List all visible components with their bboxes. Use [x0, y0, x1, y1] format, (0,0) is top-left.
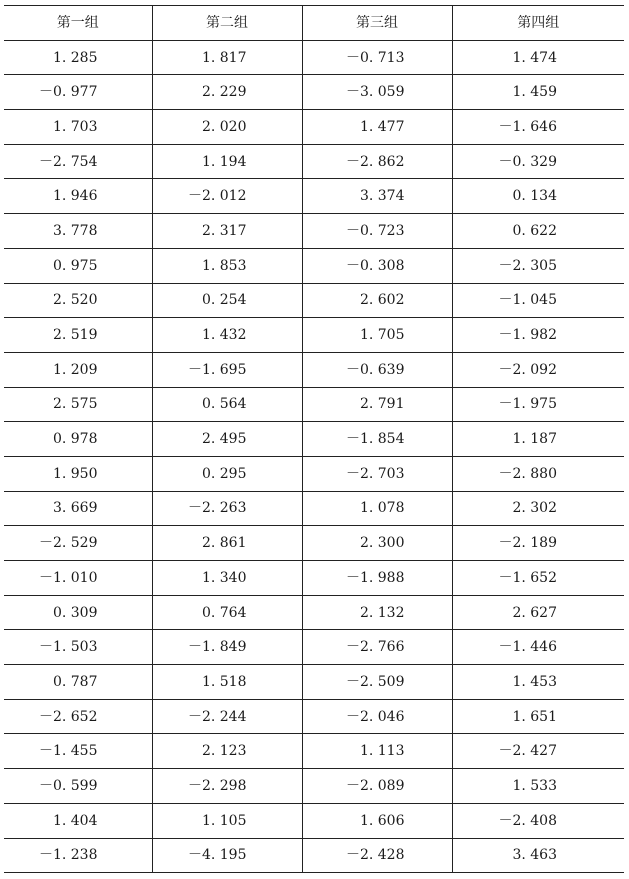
table-cell: －0. 977	[4, 75, 152, 110]
table-cell: 1. 474	[452, 40, 624, 75]
table-cell: 2. 861	[152, 526, 302, 561]
table-cell: 2. 302	[452, 491, 624, 526]
table-cell: 2. 229	[152, 75, 302, 110]
table-row	[4, 665, 624, 700]
table-cell: －1. 010	[4, 561, 152, 596]
table-cell: －2. 428	[302, 838, 452, 873]
table-row	[4, 456, 624, 491]
table-cell: 1. 703	[4, 110, 152, 145]
table-cell: 2. 520	[4, 283, 152, 318]
table-cell: －1. 446	[452, 630, 624, 665]
table-cell: －2. 862	[302, 144, 452, 179]
table-cell: 3. 778	[4, 214, 152, 249]
table-cell: 1. 453	[452, 665, 624, 700]
table-cell: －2. 754	[4, 144, 152, 179]
table-row	[4, 561, 624, 596]
table-cell: 0. 254	[152, 283, 302, 318]
table-cell: －1. 982	[452, 318, 624, 353]
table-cell: 1. 404	[4, 803, 152, 838]
table-cell: 1. 817	[152, 40, 302, 75]
table-cell: －2. 263	[152, 491, 302, 526]
table-cell: －2. 092	[452, 352, 624, 387]
table-cell: －1. 988	[302, 561, 452, 596]
table-cell: －1. 854	[302, 422, 452, 457]
table-cell: －1. 695	[152, 352, 302, 387]
table-cell: －1. 646	[452, 110, 624, 145]
table-cell: 1. 078	[302, 491, 452, 526]
table-cell: －1. 238	[4, 838, 152, 873]
table-row	[4, 699, 624, 734]
table-cell: 3. 669	[4, 491, 152, 526]
table-cell: －2. 427	[452, 734, 624, 769]
table-cell: 2. 575	[4, 387, 152, 422]
table-cell: 2. 300	[302, 526, 452, 561]
table-cell: 0. 295	[152, 456, 302, 491]
table-cell: －3. 059	[302, 75, 452, 110]
table-row	[4, 387, 624, 422]
table-cell: －2. 408	[452, 803, 624, 838]
table-cell: 2. 317	[152, 214, 302, 249]
table-row	[4, 491, 624, 526]
table-cell: 2. 602	[302, 283, 452, 318]
header-cell-group-2: 第二组	[152, 6, 302, 41]
table-cell: －0. 713	[302, 40, 452, 75]
table-row	[4, 803, 624, 838]
table-cell: －2. 880	[452, 456, 624, 491]
table-row	[4, 838, 624, 873]
table-cell: －1. 045	[452, 283, 624, 318]
table-cell: 1. 113	[302, 734, 452, 769]
table-cell: 0. 975	[4, 248, 152, 283]
table-row	[4, 769, 624, 804]
table-cell: 2. 627	[452, 595, 624, 630]
table-cell: －0. 329	[452, 144, 624, 179]
table-cell: 1. 209	[4, 352, 152, 387]
table-cell: 0. 134	[452, 179, 624, 214]
table-cell: 0. 978	[4, 422, 152, 457]
table-cell: 1. 651	[452, 699, 624, 734]
table-row	[4, 595, 624, 630]
table-cell: －2. 298	[152, 769, 302, 804]
table-cell: 1. 194	[152, 144, 302, 179]
table-cell: 1. 518	[152, 665, 302, 700]
table-cell: 2. 132	[302, 595, 452, 630]
data-table	[4, 5, 624, 873]
table-row	[4, 630, 624, 665]
table-cell: －2. 244	[152, 699, 302, 734]
table-cell: 1. 105	[152, 803, 302, 838]
table-row	[4, 283, 624, 318]
table-cell: －2. 305	[452, 248, 624, 283]
table-cell: 1. 946	[4, 179, 152, 214]
table-cell: 3. 463	[452, 838, 624, 873]
header-row	[4, 6, 624, 41]
table-row	[4, 318, 624, 353]
table-row	[4, 75, 624, 110]
table-cell: －0. 308	[302, 248, 452, 283]
header-cell-group-4: 第四组	[452, 6, 624, 41]
table-row	[4, 40, 624, 75]
table-cell: 1. 606	[302, 803, 452, 838]
table-cell: －2. 703	[302, 456, 452, 491]
table-cell: －4. 195	[152, 838, 302, 873]
table-cell: 1. 950	[4, 456, 152, 491]
table-cell: 0. 787	[4, 665, 152, 700]
table-row	[4, 422, 624, 457]
table-row	[4, 352, 624, 387]
table-cell: 0. 309	[4, 595, 152, 630]
table-cell: 1. 533	[452, 769, 624, 804]
table-cell: －1. 652	[452, 561, 624, 596]
table-cell: 2. 020	[152, 110, 302, 145]
table-cell: －2. 529	[4, 526, 152, 561]
table-cell: 1. 340	[152, 561, 302, 596]
table-cell: －2. 012	[152, 179, 302, 214]
table-cell: －2. 509	[302, 665, 452, 700]
table-cell: 0. 622	[452, 214, 624, 249]
table-cell: －0. 639	[302, 352, 452, 387]
table-cell: 1. 432	[152, 318, 302, 353]
table-cell: 2. 123	[152, 734, 302, 769]
table-cell: 2. 519	[4, 318, 152, 353]
table-row	[4, 248, 624, 283]
table-cell: －1. 455	[4, 734, 152, 769]
table-cell: 0. 764	[152, 595, 302, 630]
table-cell: －1. 849	[152, 630, 302, 665]
table-cell: 0. 564	[152, 387, 302, 422]
table-cell: 2. 791	[302, 387, 452, 422]
table-cell: －1. 503	[4, 630, 152, 665]
table-cell: 1. 477	[302, 110, 452, 145]
header-cell-group-3: 第三组	[302, 6, 452, 41]
table-cell: 1. 705	[302, 318, 452, 353]
table-cell: 1. 853	[152, 248, 302, 283]
table-cell: 1. 285	[4, 40, 152, 75]
table-cell: －0. 723	[302, 214, 452, 249]
table-cell: 1. 459	[452, 75, 624, 110]
table-body	[4, 40, 624, 873]
table-cell: －2. 652	[4, 699, 152, 734]
table-cell: －2. 189	[452, 526, 624, 561]
table-row	[4, 526, 624, 561]
table-row	[4, 110, 624, 145]
table-cell: －1. 975	[452, 387, 624, 422]
table-row	[4, 144, 624, 179]
table-cell: －0. 599	[4, 769, 152, 804]
table-cell: 1. 187	[452, 422, 624, 457]
header-cell-group-1: 第一组	[4, 6, 152, 41]
table-cell: －2. 766	[302, 630, 452, 665]
table-cell: 2. 495	[152, 422, 302, 457]
table-row	[4, 734, 624, 769]
table-row	[4, 214, 624, 249]
table-cell: 3. 374	[302, 179, 452, 214]
table-cell: －2. 046	[302, 699, 452, 734]
table-cell: －2. 089	[302, 769, 452, 804]
table-row	[4, 179, 624, 214]
